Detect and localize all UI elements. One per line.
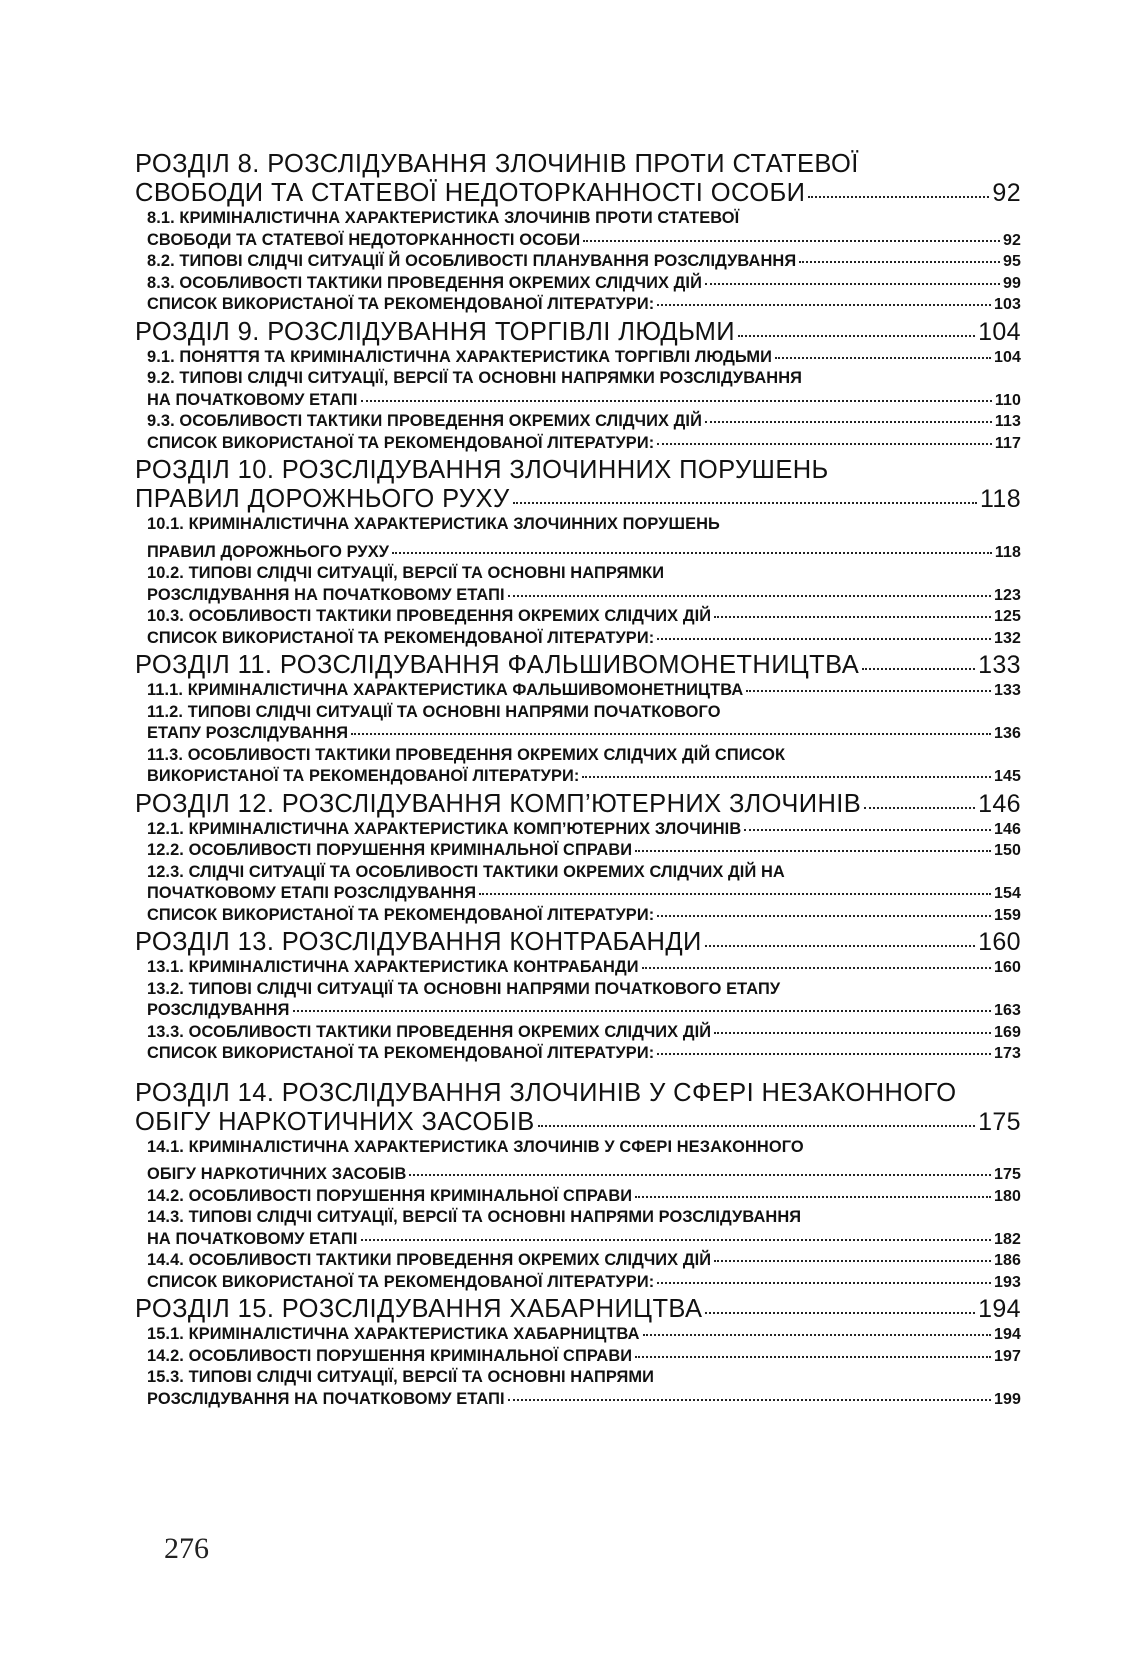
dot-leader — [744, 829, 991, 831]
section-title: НА ПОЧАТКОВОМУ ЕТАПІ — [147, 1229, 358, 1248]
section-page-number: 103 — [994, 296, 1021, 313]
section-entry-line — [147, 1229, 1021, 1251]
section-title: 11.1. КРИМІНАЛІСТИЧНА ХАРАКТЕРИСТИКА ФАЛЬШИВОМОНЕТНИЦТВА — [147, 681, 744, 699]
dot-leader — [582, 776, 991, 778]
section-page-number: 160 — [994, 959, 1021, 976]
chapter-page-number: 194 — [978, 1295, 1021, 1323]
section-page-number: 145 — [994, 768, 1021, 785]
section-entry-line — [147, 680, 1021, 702]
section-entry-line — [147, 840, 1021, 862]
dot-leader — [479, 893, 991, 895]
section-entry-line — [147, 883, 1021, 905]
section-entry[interactable] — [135, 862, 1021, 905]
section-entry-line — [147, 1022, 1021, 1044]
dot-leader — [635, 1356, 991, 1358]
section-title: 9.3. ОСОБЛИВОСТІ ТАКТИКИ ПРОВЕДЕННЯ ОКРЕМИХ СЛІДЧИХ ДІЙ — [147, 412, 702, 430]
dot-leader — [657, 443, 992, 445]
section-page-number: 132 — [994, 629, 1021, 647]
section-entry-line — [147, 723, 1021, 745]
dot-leader — [657, 304, 991, 306]
section-entry-line — [147, 542, 1021, 564]
section-entry[interactable] — [135, 1272, 1021, 1294]
section-page-number: 125 — [994, 608, 1021, 625]
section-entry[interactable] — [135, 411, 1021, 433]
section-page-number: 175 — [994, 1166, 1021, 1183]
section-page-number: 146 — [994, 820, 1021, 838]
section-page-number: 159 — [994, 906, 1021, 924]
section-page-number: 180 — [994, 1187, 1021, 1205]
section-entry-line — [147, 628, 1021, 650]
chapter-page-number: 92 — [992, 179, 1021, 207]
section-entry-line — [147, 230, 1021, 252]
section-entry[interactable] — [135, 1186, 1021, 1208]
section-entry[interactable] — [135, 1022, 1021, 1044]
section-entry-line — [147, 585, 1021, 607]
section-entry-line — [147, 957, 1021, 979]
dot-leader — [714, 1260, 991, 1262]
chapter-entry-line — [135, 179, 1021, 208]
section-title: 10.3. ОСОБЛИВОСТІ ТАКТИКИ ПРОВЕДЕННЯ ОКРЕМИХ СЛІДЧИХ ДІЙ — [147, 607, 712, 625]
section-title: СПИСОК ВИКОРИСТАНОЇ ТА РЕКОМЕНДОВАНОЇ ЛІТЕРАТУРИ: — [147, 628, 655, 647]
section-title-line: 13.2. ТИПОВІ СЛІДЧІ СИТУАЦІЇ ТА ОСНОВНІ НАПРЯМИ ПОЧАТКОВОГО ЕТАПУ — [147, 979, 781, 998]
section-title: 14.2. ОСОБЛИВОСТІ ПОРУШЕННЯ КРИМІНАЛЬНОЇ СПРАВИ — [147, 1346, 633, 1365]
section-entry[interactable] — [135, 347, 1021, 369]
dot-leader — [513, 502, 977, 504]
section-title: СПИСОК ВИКОРИСТАНОЇ ТА РЕКОМЕНДОВАНОЇ ЛІТЕРАТУРИ: — [147, 1272, 655, 1291]
chapter-page-number: 118 — [979, 485, 1021, 513]
section-title: 13.3. ОСОБЛИВОСТІ ТАКТИКИ ПРОВЕДЕННЯ ОКРЕМИХ СЛІДЧИХ ДІЙ — [147, 1022, 712, 1041]
section-entry-line — [147, 1000, 1021, 1022]
chapter-heading[interactable] — [135, 1079, 1021, 1137]
chapter-page-number: 160 — [978, 928, 1021, 956]
section-entry-line — [147, 766, 1021, 788]
section-title-line: 10.1. КРИМІНАЛІСТИЧНА ХАРАКТЕРИСТИКА ЗЛОЧИННИХ ПОРУШЕНЬ — [147, 515, 720, 533]
section-entry[interactable] — [135, 1250, 1021, 1272]
section-entry[interactable] — [135, 819, 1021, 841]
section-title: ЕТАПУ РОЗСЛІДУВАННЯ — [147, 724, 349, 742]
section-entry-line — [147, 1186, 1021, 1208]
chapter-title: РОЗДІЛ 15. РОЗСЛІДУВАННЯ ХАБАРНИЦТВА — [135, 1295, 703, 1323]
chapter-title: РОЗДІЛ 11. РОЗСЛІДУВАННЯ ФАЛЬШИВОМОНЕТНИЦТВА — [135, 651, 860, 679]
chapter-title-line: РОЗДІЛ 10. РОЗСЛІДУВАННЯ ЗЛОЧИННИХ ПОРУШЕНЬ — [135, 456, 829, 484]
section-title-line: 9.2. ТИПОВІ СЛІДЧІ СИТУАЦІЇ, ВЕРСІЇ ТА ОСНОВНІ НАПРЯМКИ РОЗСЛІДУВАННЯ — [147, 369, 803, 387]
dot-leader — [799, 261, 1000, 263]
section-page-number: 199 — [994, 1390, 1021, 1408]
chapter-heading[interactable] — [135, 318, 1021, 347]
section-entry[interactable] — [135, 1346, 1021, 1368]
section-entry-line — [147, 411, 1021, 433]
section-page-number: 154 — [994, 885, 1021, 902]
section-page-number: 182 — [994, 1230, 1021, 1248]
chapter-entry-line — [135, 485, 1021, 514]
section-entry[interactable] — [135, 433, 1021, 455]
section-title-line: 10.2. ТИПОВІ СЛІДЧІ СИТУАЦІЇ, ВЕРСІЇ ТА ОСНОВНІ НАПРЯМКИ — [147, 564, 665, 582]
chapter-page-number: 146 — [978, 789, 1021, 818]
section-page-number: 99 — [1003, 274, 1021, 292]
dot-leader — [635, 1196, 991, 1198]
section-entry[interactable] — [135, 294, 1021, 316]
section-title: ВИКОРИСТАНОЇ ТА РЕКОМЕНДОВАНОЇ ЛІТЕРАТУРИ: — [147, 767, 580, 785]
chapter-entry-line — [135, 651, 1021, 680]
section-page-number: 186 — [994, 1252, 1021, 1269]
section-page-number: 113 — [994, 413, 1021, 430]
chapter-title: СВОБОДИ ТА СТАТЕВОЇ НЕДОТОРКАННОСТІ ОСОБИ — [135, 179, 806, 207]
section-entry[interactable] — [135, 1043, 1021, 1065]
section-page-number: 136 — [994, 725, 1021, 742]
section-title: 9.1. ПОНЯТТЯ ТА КРИМІНАЛІСТИЧНА ХАРАКТЕРИСТИКА ТОРГІВЛІ ЛЮДЬМИ — [147, 347, 772, 366]
chapter-title: ПРАВИЛ ДОРОЖНЬОГО РУХУ — [135, 485, 510, 513]
section-entry[interactable] — [135, 251, 1021, 273]
section-entry[interactable] — [135, 745, 1021, 788]
section-entry[interactable] — [135, 905, 1021, 927]
dot-leader — [361, 1239, 991, 1241]
dot-leader — [738, 335, 975, 337]
chapter-title: РОЗДІЛ 12. РОЗСЛІДУВАННЯ КОМП’ЮТЕРНИХ ЗЛОЧИНІВ — [135, 789, 862, 818]
section-entry[interactable] — [135, 957, 1021, 979]
dot-leader — [392, 552, 992, 554]
chapter-heading[interactable] — [135, 651, 1021, 680]
dot-leader — [409, 1174, 991, 1176]
section-entry-line — [147, 1346, 1021, 1368]
section-entry-line — [147, 433, 1021, 455]
section-title-line: 8.1. КРИМІНАЛІСТИЧНА ХАРАКТЕРИСТИКА ЗЛОЧИНІВ ПРОТИ СТАТЕВОЇ — [147, 209, 740, 227]
section-title: 8.2. ТИПОВІ СЛІДЧІ СИТУАЦІЇ Й ОСОБЛИВОСТІ ПЛАНУВАННЯ РОЗСЛІДУВАННЯ — [147, 252, 797, 270]
chapter-heading[interactable] — [135, 456, 1021, 514]
chapter-page-number: 104 — [978, 317, 1021, 346]
section-title: ПРАВИЛ ДОРОЖНЬОГО РУХУ — [147, 542, 390, 561]
chapter-title: ОБІГУ НАРКОТИЧНИХ ЗАСОБІВ — [135, 1107, 535, 1136]
section-page-number: 173 — [994, 1045, 1021, 1062]
section-page-number: 104 — [994, 348, 1021, 366]
section-title: СПИСОК ВИКОРИСТАНОЇ ТА РЕКОМЕНДОВАНОЇ ЛІТЕРАТУРИ: — [147, 433, 655, 452]
section-title-line: 12.3. СЛІДЧІ СИТУАЦІЇ ТА ОСОБЛИВОСТІ ТАКТИКИ ОКРЕМИХ СЛІДЧИХ ДІЙ НА — [147, 862, 785, 881]
section-title: ОБІГУ НАРКОТИЧНИХ ЗАСОБІВ — [147, 1165, 407, 1183]
section-title-line: 14.1. КРИМІНАЛІСТИЧНА ХАРАКТЕРИСТИКА ЗЛОЧИНІВ У СФЕРІ НЕЗАКОННОГО — [147, 1137, 804, 1156]
dot-leader — [746, 690, 991, 692]
chapter-heading[interactable] — [135, 150, 1021, 208]
section-entry[interactable] — [135, 702, 1021, 745]
section-page-number: 117 — [994, 434, 1021, 452]
chapter-page-number: 175 — [978, 1107, 1021, 1136]
section-title: 14.4. ОСОБЛИВОСТІ ТАКТИКИ ПРОВЕДЕННЯ ОКРЕМИХ СЛІДЧИХ ДІЙ — [147, 1251, 712, 1269]
section-entry-line — [147, 294, 1021, 316]
section-entry-line — [147, 1043, 1021, 1065]
section-page-number: 92 — [1003, 231, 1021, 249]
chapter-entry-line — [135, 318, 1021, 347]
section-entry-line — [147, 1272, 1021, 1294]
section-page-number: 95 — [1003, 253, 1021, 270]
section-page-number: 169 — [994, 1023, 1021, 1041]
section-title: СПИСОК ВИКОРИСТАНОЇ ТА РЕКОМЕНДОВАНОЇ ЛІТЕРАТУРИ: — [147, 295, 655, 313]
section-entry[interactable] — [135, 628, 1021, 650]
chapter-heading[interactable] — [135, 928, 1021, 957]
section-title: РОЗСЛІДУВАННЯ НА ПОЧАТКОВОМУ ЕТАПІ — [147, 585, 505, 604]
section-page-number: 197 — [994, 1347, 1021, 1365]
section-page-number: 123 — [994, 586, 1021, 604]
dot-leader — [583, 240, 1000, 242]
section-title-line: 11.2. ТИПОВІ СЛІДЧІ СИТУАЦІЇ ТА ОСНОВНІ НАПРЯМИ ПОЧАТКОВОГО — [147, 702, 721, 721]
section-title: 15.1. КРИМІНАЛІСТИЧНА ХАРАКТЕРИСТИКА ХАБАРНИЦТВА — [147, 1325, 640, 1343]
section-title: 14.2. ОСОБЛИВОСТІ ПОРУШЕННЯ КРИМІНАЛЬНОЇ СПРАВИ — [147, 1186, 633, 1205]
section-entry-line — [147, 1250, 1021, 1272]
section-page-number: 110 — [994, 391, 1021, 409]
section-entry[interactable] — [135, 208, 1021, 251]
section-title-line: 15.3. ТИПОВІ СЛІДЧІ СИТУАЦІЇ, ВЕРСІЇ ТА ОСНОВНІ НАПРЯМИ — [147, 1368, 654, 1386]
chapter-entry-line — [135, 928, 1021, 957]
section-entry-line — [147, 251, 1021, 273]
section-title-line: 11.3. ОСОБЛИВОСТІ ТАКТИКИ ПРОВЕДЕННЯ ОКРЕМИХ СЛІДЧИХ ДІЙ СПИСОК — [147, 745, 786, 764]
dot-leader — [508, 595, 991, 597]
section-page-number: 163 — [994, 1002, 1021, 1019]
section-title: 12.1. КРИМІНАЛІСТИЧНА ХАРАКТЕРИСТИКА КОМП’ЮТЕРНИХ ЗЛОЧИНІВ — [147, 819, 742, 838]
section-entry[interactable] — [135, 563, 1021, 606]
dot-leader — [808, 196, 989, 198]
dot-leader — [635, 850, 991, 852]
dot-leader — [705, 283, 1000, 285]
section-title: СПИСОК ВИКОРИСТАНОЇ ТА РЕКОМЕНДОВАНОЇ ЛІТЕРАТУРИ: — [147, 905, 655, 924]
chapter-entry-line — [135, 1108, 1021, 1137]
section-title-line: 14.3. ТИПОВІ СЛІДЧІ СИТУАЦІЇ, ВЕРСІЇ ТА ОСНОВНІ НАПРЯМИ РОЗСЛІДУВАННЯ — [147, 1208, 802, 1226]
section-title: 12.2. ОСОБЛИВОСТІ ПОРУШЕННЯ КРИМІНАЛЬНОЇ СПРАВИ — [147, 841, 633, 859]
dot-leader — [657, 1053, 991, 1055]
dot-leader — [538, 1125, 975, 1127]
chapter-title: РОЗДІЛ 9. РОЗСЛІДУВАННЯ ТОРГІВЛІ ЛЮДЬМИ — [135, 317, 736, 346]
chapter-title-line: РОЗДІЛ 14. РОЗСЛІДУВАННЯ ЗЛОЧИНІВ У СФЕРІ НЕЗАКОННОГО — [135, 1078, 957, 1107]
dot-leader — [705, 421, 992, 423]
section-entry-line — [147, 819, 1021, 841]
section-entry-line — [147, 347, 1021, 369]
section-title: ПОЧАТКОВОМУ ЕТАПІ РОЗСЛІДУВАННЯ — [147, 884, 477, 902]
page-number: 276 — [164, 1532, 209, 1565]
section-entry[interactable] — [135, 514, 1021, 563]
chapter-heading[interactable] — [135, 1295, 1021, 1324]
section-entry[interactable] — [135, 368, 1021, 411]
dot-leader — [705, 945, 975, 947]
dot-leader — [361, 400, 992, 402]
chapter-heading[interactable] — [135, 790, 1021, 819]
table-of-contents — [135, 148, 1021, 1410]
section-entry[interactable] — [135, 1367, 1021, 1410]
section-entry[interactable] — [135, 1137, 1021, 1186]
section-page-number: 133 — [994, 682, 1021, 699]
section-entry-line — [147, 1324, 1021, 1346]
section-entry-line — [147, 1164, 1021, 1186]
chapter-entry-line — [135, 1295, 1021, 1324]
section-title: СПИСОК ВИКОРИСТАНОЇ ТА РЕКОМЕНДОВАНОЇ ЛІТЕРАТУРИ: — [147, 1044, 655, 1062]
dot-leader — [714, 616, 991, 618]
dot-leader — [508, 1399, 991, 1401]
dot-leader — [705, 1312, 975, 1314]
dot-leader — [351, 733, 991, 735]
section-entry[interactable] — [135, 979, 1021, 1022]
section-entry[interactable] — [135, 606, 1021, 628]
section-page-number: 194 — [994, 1326, 1021, 1343]
section-entry-line — [147, 606, 1021, 628]
dot-leader — [714, 1032, 991, 1034]
chapter-title: РОЗДІЛ 13. РОЗСЛІДУВАННЯ КОНТРАБАНДИ — [135, 928, 702, 956]
chapter-page-number: 133 — [978, 651, 1021, 679]
section-entry-line — [147, 905, 1021, 927]
dot-leader — [657, 1282, 991, 1284]
section-title: НА ПОЧАТКОВОМУ ЕТАПІ — [147, 390, 358, 409]
section-entry[interactable] — [135, 1207, 1021, 1250]
section-entry-line — [147, 390, 1021, 412]
dot-leader — [643, 1334, 991, 1336]
section-entry[interactable] — [135, 680, 1021, 702]
dot-leader — [775, 357, 991, 359]
section-entry[interactable] — [135, 273, 1021, 295]
section-title: 13.1. КРИМІНАЛІСТИЧНА ХАРАКТЕРИСТИКА КОНТРАБАНДИ — [147, 958, 639, 976]
section-page-number: 118 — [994, 543, 1021, 561]
dot-leader — [642, 967, 991, 969]
section-entry[interactable] — [135, 840, 1021, 862]
section-title: 8.3. ОСОБЛИВОСТІ ТАКТИКИ ПРОВЕДЕННЯ ОКРЕМИХ СЛІДЧИХ ДІЙ — [147, 273, 702, 292]
dot-leader — [293, 1010, 992, 1012]
section-entry-line — [147, 273, 1021, 295]
section-page-number: 193 — [994, 1273, 1021, 1291]
section-entry[interactable] — [135, 1324, 1021, 1346]
section-title: СВОБОДИ ТА СТАТЕВОЇ НЕДОТОРКАННОСТІ ОСОБИ — [147, 230, 581, 249]
dot-leader — [864, 807, 975, 809]
dot-leader — [657, 915, 991, 917]
dot-leader — [657, 638, 991, 640]
section-title: РОЗСЛІДУВАННЯ НА ПОЧАТКОВОМУ ЕТАПІ — [147, 1389, 505, 1408]
section-title: РОЗСЛІДУВАННЯ — [147, 1001, 290, 1019]
dot-leader — [862, 668, 975, 670]
chapter-title-line: РОЗДІЛ 8. РОЗСЛІДУВАННЯ ЗЛОЧИНІВ ПРОТИ СТАТЕВОЇ — [135, 150, 859, 178]
section-entry-line — [147, 1389, 1021, 1411]
chapter-entry-line — [135, 790, 1021, 819]
section-page-number: 150 — [994, 842, 1021, 859]
